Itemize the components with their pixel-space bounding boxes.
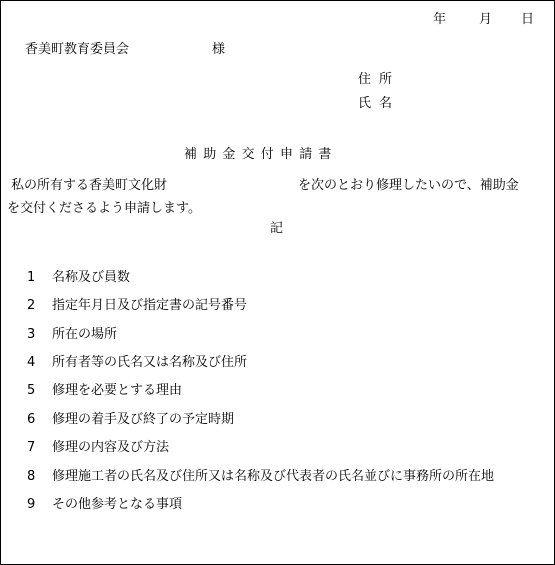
body-line1-before: 私の所有する香美町文化財 xyxy=(11,178,168,193)
document-title: 補助金交付申請書 xyxy=(184,147,338,162)
item-number: 9 xyxy=(27,497,36,512)
addressee-name: 香美町教育委員会 xyxy=(25,42,130,57)
item-text: 所在の場所 xyxy=(52,327,118,342)
date-month-label: 月 xyxy=(479,12,493,27)
item-text: 修理施工者の氏名及び住所又は名称及び代表者の氏名並びに事務所の所在地 xyxy=(52,469,495,484)
item-number: 8 xyxy=(27,469,36,484)
addressee-honorific: 様 xyxy=(212,42,226,57)
item-text: 名称及び員数 xyxy=(52,270,131,285)
item-number: 6 xyxy=(27,412,36,427)
item-number: 7 xyxy=(27,440,36,455)
item-text: 所有者等の氏名又は名称及び住所 xyxy=(52,355,248,370)
item-text: 修理の内容及び方法 xyxy=(52,440,170,455)
body-line1-after: を次のとおり修理したいので、補助金 xyxy=(298,178,519,193)
item-number: 2 xyxy=(27,298,36,313)
item-text: 修理の着手及び終了の予定時期 xyxy=(52,412,235,427)
applicant-address-label: 住所 xyxy=(358,72,401,87)
item-text: 修理を必要とする理由 xyxy=(52,383,183,398)
body-line2: を交付くださるよう申請します。 xyxy=(7,201,201,216)
item-number: 4 xyxy=(27,355,36,370)
date-year-label: 年 xyxy=(433,12,447,27)
date-day-label: 日 xyxy=(521,12,535,27)
item-number: 1 xyxy=(27,270,36,285)
item-number: 5 xyxy=(27,383,36,398)
item-number: 3 xyxy=(27,327,36,342)
ki-heading: 記 xyxy=(270,221,284,236)
item-text: 指定年月日及び指定書の記号番号 xyxy=(52,298,248,313)
item-text: その他参考となる事項 xyxy=(52,497,183,512)
applicant-name-label: 氏名 xyxy=(358,96,401,111)
